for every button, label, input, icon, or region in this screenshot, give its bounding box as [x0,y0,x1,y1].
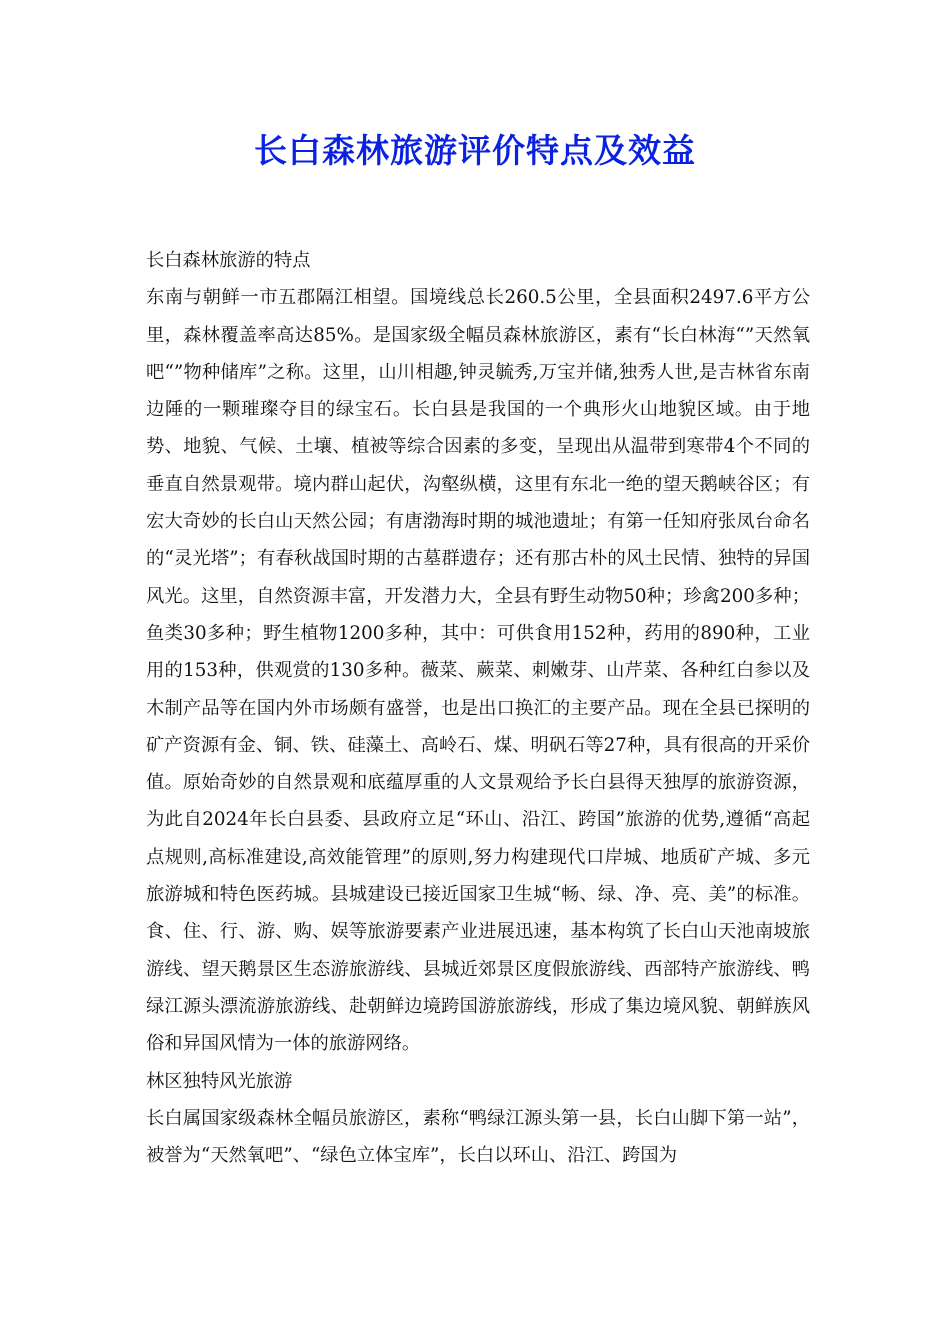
section-paragraph-scenery: 长白属国家级森林全幅员旅游区，素称“鸭绿江源头第一县，长白山脚下第一站”，被誉为“天然氧吧”、“绿色立体宝库”，长白以环山、沿江、跨国为 [146,1107,810,1167]
document-title: 长白森林旅游评价特点及效益 [254,131,696,170]
section-heading-features: 长白森林旅游的特点 [146,250,311,271]
section-heading-scenery: 林区独特风光旅游 [146,1070,293,1092]
document-body [146,242,810,1174]
section-paragraph-features: 东南与朝鲜一市五郡隔江相望。国境线总长260.5公里，全县面积2497.6平方公里，森林覆盖率高达85%。是国家级全幅员森林旅游区，素有“长白林海“”天然氧吧“”物种储库”之称。这里，山川相趣,钟灵毓秀,万宝并储,独秀人世,是吉林省东南边陲的一颗璀璨夺目的绿宝石。长白县是我国的一个典形火山地貌区域。由于地势、地貌、气候、土壤、植被等综合因素的多变，呈现出从温带到寒带4个不同的垂直自然景观带。境内群山起伏，沟壑纵横，这里有东北一绝的望天鹅峡谷区；有宏大奇妙的长白山天然公园；有唐渤海时期的城池遗址；有第一任知府张凤台命名的“灵光塔”；有春秋战国时期的古墓群遗存；还有那古朴的风土民情、独特的异国风光。这里，自然资源丰富，开发潜力大，全县有野生动物50种；珍禽200多种；鱼类30多种；野生植物1200多种，其中：可供食用152种，药用的890种，工业用的153种，供观赏的130多种。薇菜、蕨菜、刺嫩芽、山芹菜、各种红白参以及木制产品等在国内外市场颇有盛誉，也是出口换汇的主要产品。现在全县已探明的矿产资源有金、铜、铁、硅藻土、高岭石、煤、明矾石等27种，具有很高的开采价值。原始奇妙的自然景观和底蕴厚重的人文景观给予长白县得天独厚的旅游资源，为此自2024年长白县委、县政府立足“环山、沿江、跨国”旅游的优势,遵循“高起点规则,高标准建设,高效能管理”的原则,努力构建现代口岸城、地质矿产城、多元旅游城和特色医药城。县城建设已接近国家卫生城“畅、绿、净、亮、美”的标准。食、住、行、游、购、娱等旅游要素产业进展迅速，基本构筑了长白山天池南坡旅游线、望天鹅景区生态游旅游线、县城近郊景区度假旅游线、西部特产旅游线、鸭绿江源头漂流游旅游线、赴朝鲜边境跨国游旅游线，形成了集边境风貌、朝鲜族风俗和异国风情为一体的旅游网络。 [146,287,810,1055]
